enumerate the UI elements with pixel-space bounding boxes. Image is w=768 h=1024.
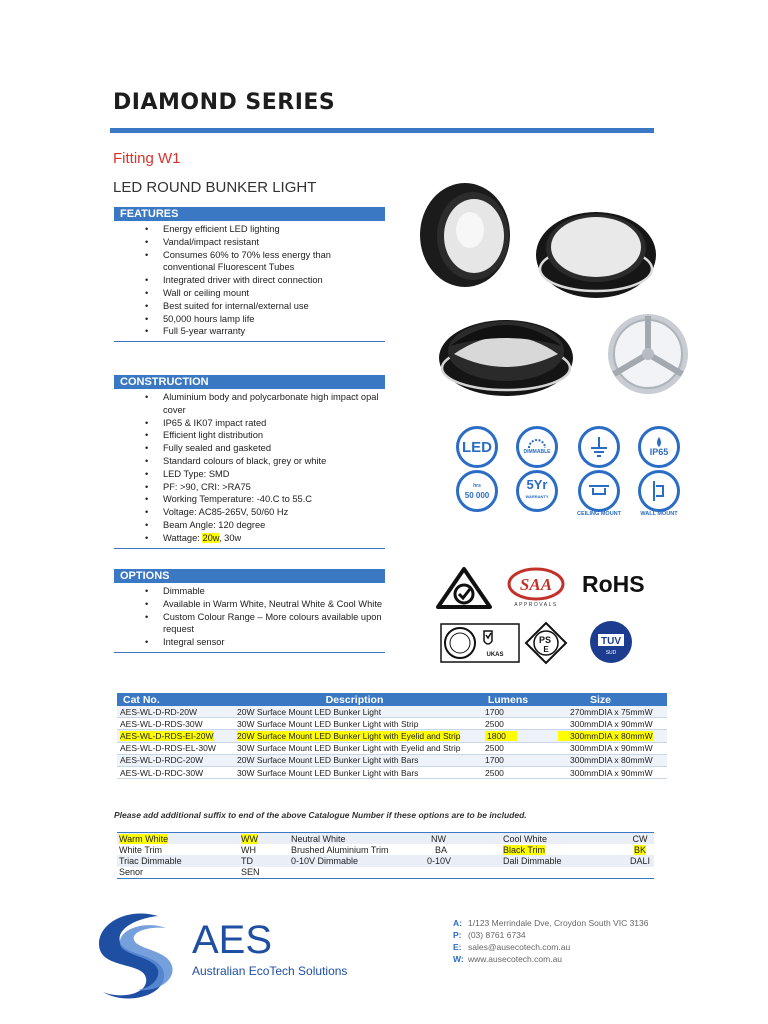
iso-ukas-logo [440,623,520,663]
suffix-name: Dali Dimmable [501,855,624,866]
suffix-code: SEN [241,867,260,878]
suffix-name: Black Trim [503,844,546,855]
cell-lumens: 1800 [482,730,534,742]
suffix-name: Warm White [117,833,239,845]
cell-size: 300mmDIA x 90mmW [534,718,667,730]
list-item: • Energy efficient LED lighting [145,224,280,234]
features-heading: FEATURES [114,207,385,221]
dimmable-icon: DIMMABLE [516,426,558,468]
list-item: • Beam Angle: 120 degree [145,519,266,530]
hours-icon: hrs 50 000 [456,470,498,512]
suffix-name: Brushed Aluminium Trim [291,844,389,855]
cell-size: 270mmDIA x 75mmW [534,706,667,718]
pse-logo-subtext: E [543,645,549,654]
list-item: • LED Type: SMD [145,468,230,479]
product-subtitle: LED ROUND BUNKER LIGHT [113,179,317,196]
table-row [117,855,654,866]
list-item: • Consumes 60% to 70% less energy than conventional Fluorescent Tubes [145,249,331,273]
wattage-highlight: 20w [202,532,219,543]
led-icon: LED [456,426,498,468]
suffix-code: DALI [624,855,654,866]
tuv-logo-text: TUV [601,636,621,647]
cell-size: 300mmDIA x 90mmW [534,766,667,778]
list-item: • Voltage: AC85-265V, 50/60 Hz [145,507,289,518]
wall-mount-icon [638,470,680,512]
suffix-code: BK [633,844,646,855]
cell-cat-no: AES-WL-D-RDS-EL-30W [117,742,227,754]
table-row [117,706,667,718]
contact-phone-row: P: (03) 8761 6734 [453,930,526,940]
cell-lumens: 2500 [482,766,534,778]
warranty-icon: 5Yr WARRANTY [516,470,558,512]
list-item: • Efficient light distribution [145,430,264,441]
ceiling-mount-icon [578,470,620,512]
options-list [114,583,385,652]
list-item: • Best suited for internal/external use [145,300,309,311]
cell-size: 300mmDIA x 80mmW [534,730,667,742]
pse-logo-text: PS [538,635,552,645]
tuv-logo [589,620,633,664]
cell-description: 20W Surface Mount LED Bunker Light with Eyelid and Strip [227,730,482,742]
aes-swirl-logo [88,908,178,1003]
suffix-name: Neutral White [289,833,411,845]
table-row [117,754,667,766]
saa-logo [507,567,565,609]
list-item: • Vandal/impact resistant [145,236,259,247]
list-item: • Wattage: 20w, 30w [145,532,242,543]
cell-description: 20W Surface Mount LED Bunker Light [227,706,482,718]
product-image-bars [606,312,690,396]
list-item: • Standard colours of black, grey or white [145,455,327,466]
suffix-name: Triac Dimmable [117,855,239,866]
list-item: • 50,000 hours lamp life [145,313,255,324]
list-item: • Integrated driver with direct connection [145,275,323,286]
features-section [114,207,385,342]
header-cat-no: Cat No. [117,693,227,706]
wall-mount-caption: WALL MOUNT [640,511,678,517]
cell-cat-no: AES-WL-D-RD-20W [117,706,227,718]
suffix-code: TD [239,855,289,866]
table-row [117,867,654,879]
construction-list [114,389,385,548]
list-item: • PF: >90, CRI: >RA75 [145,481,251,492]
contact-address: 1/123 Merrindale Dve, Croydon South VIC 3136 [468,918,649,928]
cell-lumens: 2500 [482,718,534,730]
construction-heading: CONSTRUCTION [114,375,385,389]
suffix-name [289,867,411,879]
product-image-strip [533,205,659,300]
list-item: • Working Temperature: -40.C to 55.C [145,494,312,505]
cell-description: 30W Surface Mount LED Bunker Light with Eyelid and Strip [227,742,482,754]
rcm-logo [436,567,492,609]
contact-email: sales@ausecotech.com.au [468,942,571,952]
cell-lumens: 2500 [482,742,534,754]
suffix-name [501,867,624,879]
table-row [117,833,654,845]
rohs-logo: RoHS [582,571,645,597]
cell-size: 300mmDIA x 80mmW [534,754,667,766]
brand-fullname: Australian EcoTech Solutions [192,964,348,978]
cell-cat-no: AES-WL-D-RDC-20W [117,754,227,766]
header-lumens: Lumens [482,693,534,706]
suffix-note: Please add additional suffix to end of the above Catalogue Number if these options are to be included. [114,810,527,820]
fitting-label: Fitting W1 [113,150,181,167]
pse-logo [524,621,568,665]
suffix-table [117,832,654,879]
list-item: • Full 5-year warranty [145,326,246,337]
suffix-code [411,867,501,879]
suffix-name: White Trim [119,844,163,855]
title-divider [110,128,654,133]
list-item: • IP65 & IK07 impact rated [145,417,267,428]
page-title: DIAMOND SERIES [113,90,336,115]
table-header-row [117,693,667,706]
suffix-code: CW [624,833,654,845]
suffix-code [624,867,654,879]
suffix-code: BA [435,844,448,855]
contact-email-row[interactable]: E: sales@ausecotech.com.au [453,942,571,952]
contact-phone: (03) 8761 6734 [468,930,526,940]
saa-logo-subtext: APPROVALS [514,602,558,608]
list-item: • Dimmable [145,586,205,596]
suffix-code: 0-10V [411,855,501,866]
tuv-logo-subtext: SUD [605,650,617,656]
contact-address-row: A: 1/123 Merrindale Dve, Croydon South VIC 3136 [453,918,649,928]
saa-logo-text: SAA [519,575,553,594]
table-row [117,766,667,778]
list-item: • Wall or ceiling mount [145,287,249,298]
header-size: Size [534,693,667,706]
list-item: • Fully sealed and gasketed [145,443,272,454]
cell-cat-no: AES-WL-D-RDC-30W [117,766,227,778]
suffix-name: Senor [119,867,144,878]
features-list [114,221,385,341]
ukas-logo-text: UKAS [486,652,504,658]
brand-name: AES [192,918,273,962]
table-row [117,844,654,855]
cell-cat-no: AES-WL-D-RDS-EI-20W [117,730,227,742]
suffix-code: WH [241,844,256,855]
list-item: • Available in Warm White, Neutral White & Cool White [145,598,383,609]
contact-web: www.ausecotech.com.au [468,954,563,964]
cell-cat-no: AES-WL-D-RDS-30W [117,718,227,730]
cell-description: 20W Surface Mount LED Bunker Light with Bars [227,754,482,766]
options-section [114,569,385,653]
list-item: • Integral sensor [145,637,225,648]
contact-web-row[interactable]: W: www.ausecotech.com.au [453,954,563,964]
earth-icon [578,426,620,468]
ip65-icon: IP65 [638,426,680,468]
product-image-plain [410,178,520,293]
options-heading: OPTIONS [114,569,385,583]
cell-lumens: 1700 [482,754,534,766]
list-item: • Custom Colour Range – More colours available upon request [145,611,382,635]
cell-lumens: 1700 [482,706,534,718]
list-item: • Aluminium body and polycarbonate high impact opal cover [145,392,379,415]
suffix-code: WW [239,833,289,845]
contact-block [453,917,649,965]
table-row [117,730,667,742]
cell-description: 30W Surface Mount LED Bunker Light with Bars [227,766,482,778]
product-image-eyelid [436,308,576,400]
suffix-name: 0-10V Dimmable [289,855,411,866]
suffix-code: NW [411,833,501,845]
cell-description: 30W Surface Mount LED Bunker Light with Strip [227,718,482,730]
header-description: Description [227,693,482,706]
construction-section [114,375,385,549]
cell-size: 300mmDIA x 90mmW [534,742,667,754]
catalogue-table [117,693,667,779]
suffix-name: Cool White [501,833,624,845]
table-row [117,718,667,730]
ceiling-mount-caption: CEILING MOUNT [577,511,621,517]
table-row [117,742,667,754]
